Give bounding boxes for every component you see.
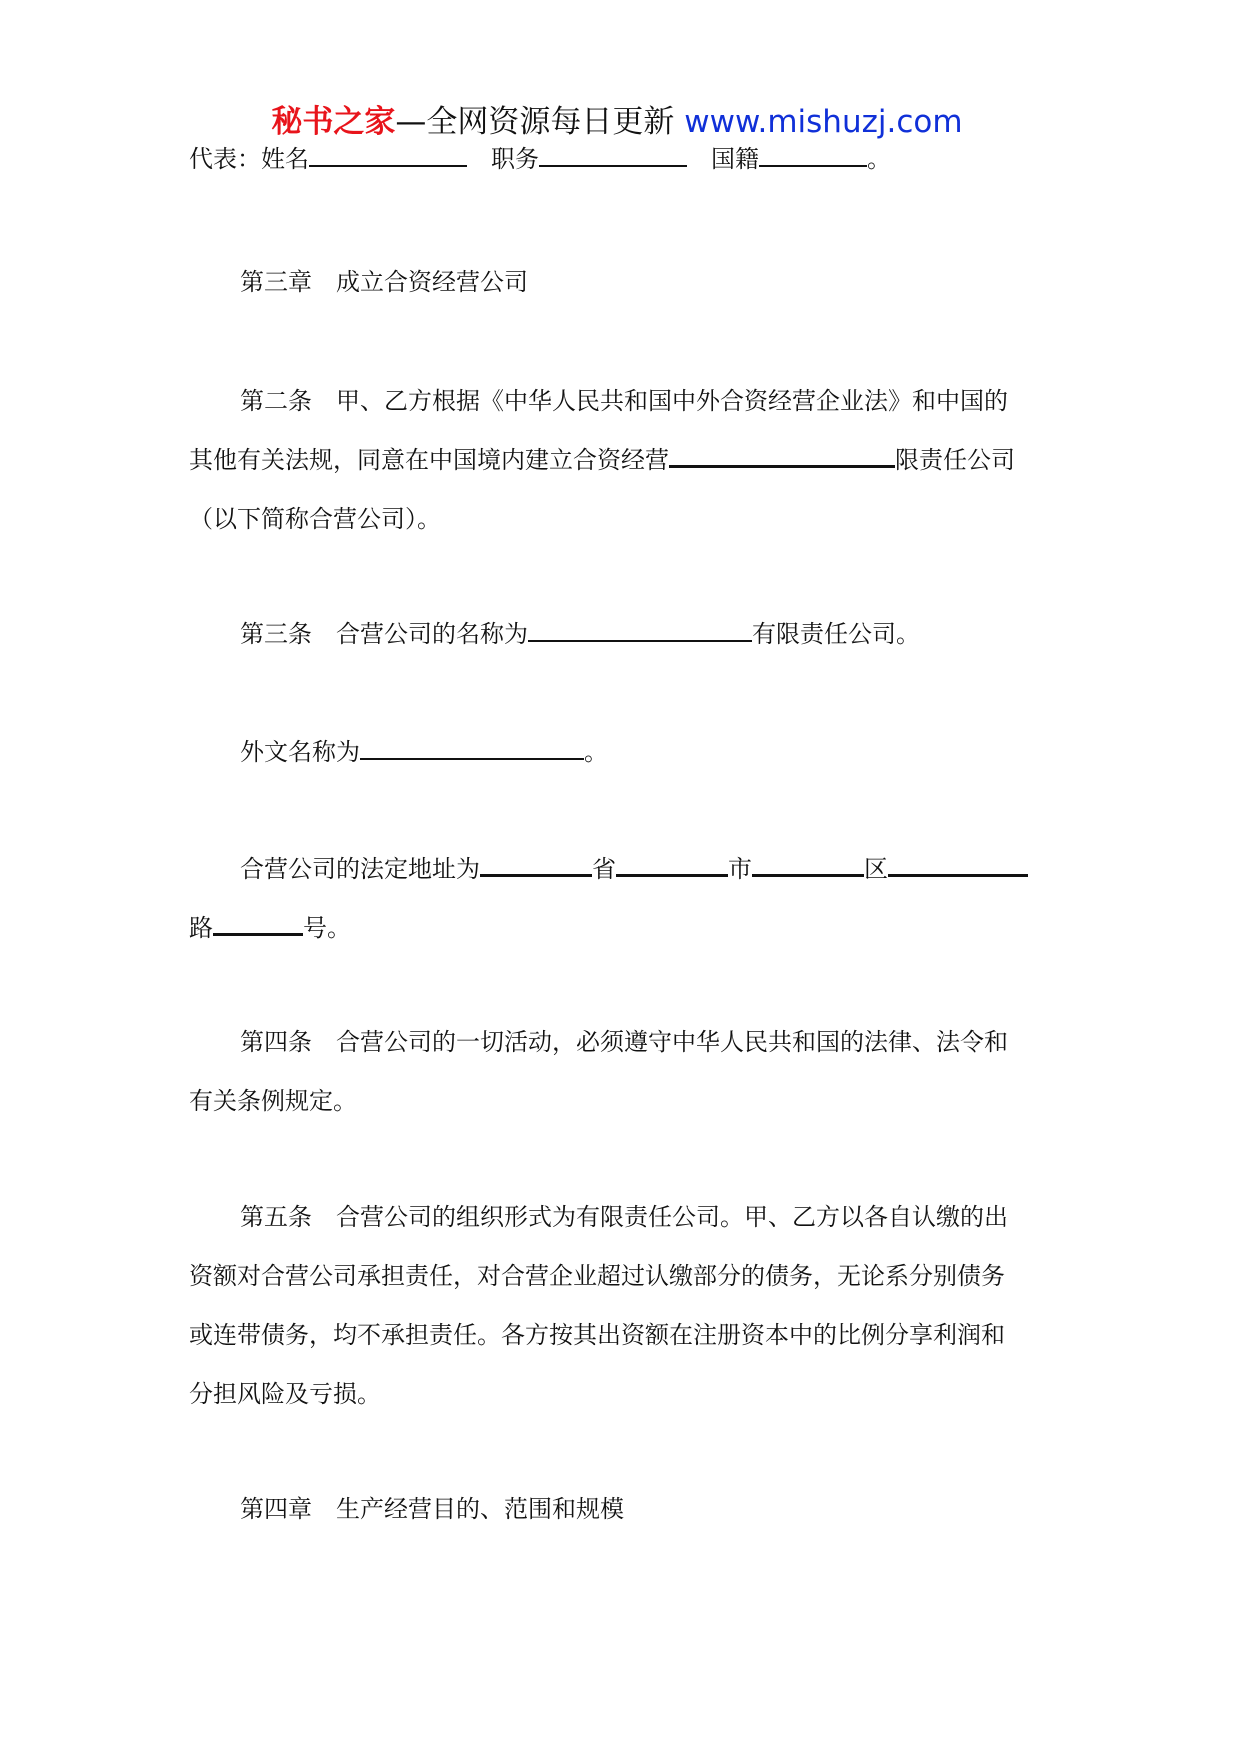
article-3: 第三条 合营公司的名称为 有限责任公司。: [189, 605, 1044, 664]
position-label: 职务: [491, 145, 539, 173]
foreign-name: 外文名称为 。: [189, 723, 1044, 782]
brand-name: 秘书之家: [271, 104, 396, 140]
representative-line: 代表：姓名 职务 国籍 。: [189, 130, 1044, 189]
legal-address: 合营公司的法定地址为 省 市 区 路 号。: [189, 840, 1044, 958]
article-4: 第四条 合营公司的一切活动，必须遵守中华人民共和国的法律、法令和 有关条例规定。: [189, 1028, 1008, 1115]
road-number-blank: [213, 907, 303, 936]
chapter-3-title: 第三章 成立合资经营公司: [240, 268, 528, 296]
company-blank: [669, 439, 895, 468]
article-2: 第二条 甲、乙方根据《中华人民共和国中外合资经营企业法》和中国的 其他有关法规，同意在中国境内建立合资经营 限责任公司 （以下简称合营公司）。: [189, 387, 1015, 533]
foreign-name-blank: [360, 732, 584, 760]
province-blank: [480, 848, 592, 877]
representative-name-label: 代表：姓名: [189, 145, 309, 173]
street-blank: [888, 848, 1028, 877]
chapter-4-title: 第四章 生产经营目的、范围和规模: [240, 1495, 624, 1523]
nationality-blank: [759, 139, 867, 167]
name-blank: [309, 139, 467, 167]
article-5: 第五条 合营公司的组织形式为有限责任公司。甲、乙方以各自认缴的出 资额对合营公司承担责任，对合营企业超过认缴部分的债务，无论系分别债务 或连带债务，均不承担责任。各方按其出资额在注册资本中的比例分享利润和 分担风险及亏损。: [189, 1203, 1008, 1408]
slogan: —全网资源每日更新: [395, 104, 675, 140]
nationality-label: 国籍: [711, 145, 759, 173]
company-name-blank: [528, 614, 752, 642]
district-blank: [752, 848, 864, 877]
city-blank: [616, 848, 728, 877]
position-blank: [539, 139, 687, 167]
site-url: www.mishuzj.com: [674, 104, 963, 140]
